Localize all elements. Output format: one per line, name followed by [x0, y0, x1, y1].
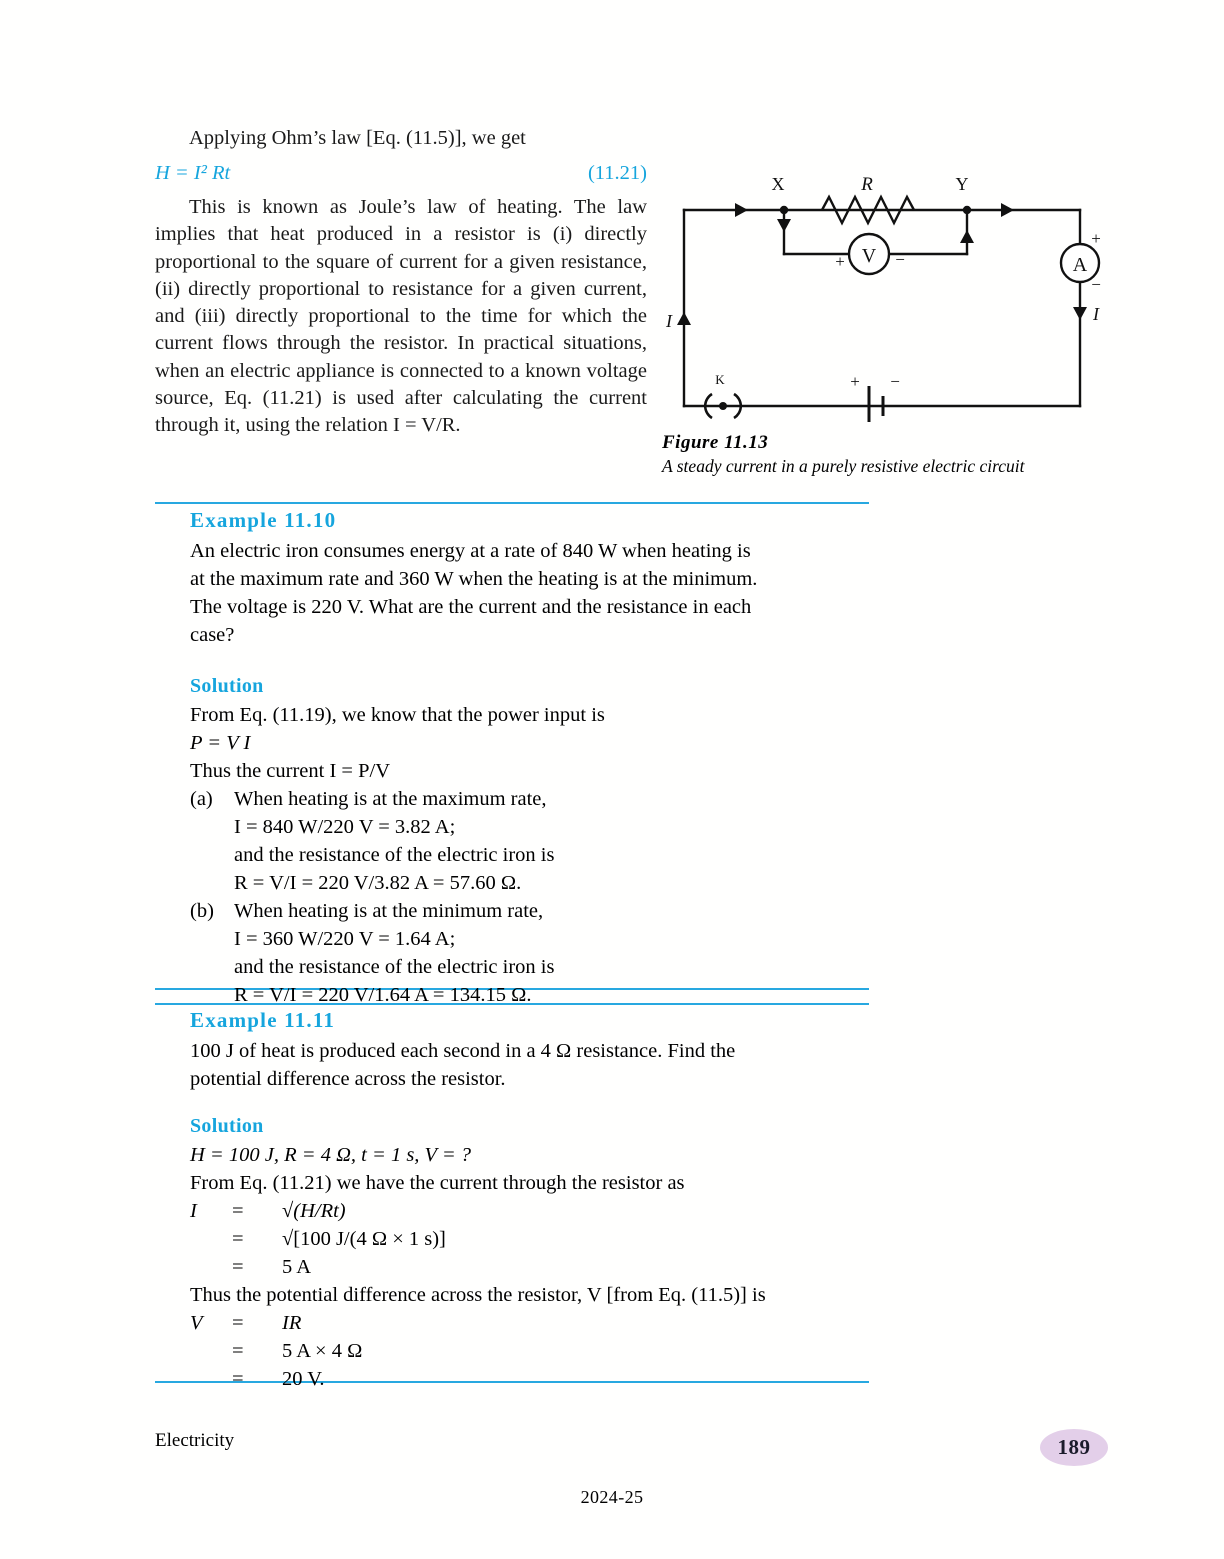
- equation-row: [190, 1225, 890, 1253]
- question-line: The voltage is 220 V. What are the current and the resistance in each: [190, 596, 752, 618]
- example-11-11-heading: Example 11.11: [190, 1008, 336, 1032]
- battery-minus: −: [890, 372, 900, 391]
- example-11-10-solution: [190, 675, 880, 1009]
- step-a-line: R = V/I = 220 V/3.82 A = 57.60 Ω.: [234, 872, 522, 894]
- solution-line: P = V I: [190, 732, 251, 754]
- step-b-line: I = 360 W/220 V = 1.64 A;: [234, 928, 456, 950]
- current-label-right: I: [1093, 304, 1099, 324]
- footer-chapter-name: Electricity: [155, 1430, 235, 1451]
- question-line: case?: [190, 624, 235, 646]
- equation-row: [190, 1197, 890, 1225]
- step-b-title: When heating is at the minimum rate,: [234, 900, 544, 922]
- equation-var: [190, 1225, 232, 1253]
- equation-op: =: [232, 1340, 244, 1362]
- solution-line: From Eq. (11.19), we know that the power input is: [190, 704, 605, 726]
- step-a-label: (a): [190, 788, 213, 810]
- battery-plus: +: [850, 372, 860, 391]
- equation-expr: 20 V.: [282, 1368, 325, 1390]
- given-line: H = 100 J, R = 4 Ω, t = 1 s, V = ?: [190, 1144, 472, 1166]
- example-11-11-question: [190, 1037, 890, 1093]
- ammeter-minus: −: [1091, 275, 1101, 294]
- equation-op: =: [232, 1228, 244, 1250]
- step-a-title: When heating is at the maximum rate,: [234, 788, 547, 810]
- equation-op: =: [232, 1200, 244, 1222]
- voltmeter-label: V: [861, 245, 877, 267]
- solution-heading: Solution: [190, 675, 264, 697]
- node-x-label: X: [771, 174, 785, 194]
- example-11-10-block: [190, 508, 880, 1009]
- solution-step-b: [190, 897, 880, 1009]
- equation-var: I: [190, 1200, 197, 1222]
- voltmeter-minus: −: [895, 250, 905, 269]
- current-arrow-right: [1073, 307, 1087, 320]
- ammeter-plus: +: [1091, 229, 1101, 248]
- rule-top-example-1110: [155, 502, 869, 504]
- battery-symbol: [869, 386, 883, 422]
- step-a-line: I = 840 W/220 V = 3.82 A;: [234, 816, 456, 838]
- equation-row: [190, 1365, 890, 1393]
- step-a-title-row: [190, 785, 880, 813]
- footer-year: 2024-25: [580, 1487, 644, 1507]
- question-line: 100 J of heat is produced each second in a 4 Ω resistance. Find the: [190, 1040, 736, 1062]
- equation-op: =: [232, 1368, 244, 1390]
- potential-difference-line: Thus the potential difference across the resistor, V [from Eq. (11.5)] is: [190, 1284, 766, 1306]
- equation-op: =: [232, 1256, 244, 1278]
- voltmeter-plus: +: [835, 252, 845, 271]
- equation-var: [190, 1253, 232, 1281]
- solution-intro: [190, 701, 880, 785]
- equation-var: [190, 1337, 232, 1365]
- current-arrow-top-right: [1001, 203, 1014, 217]
- example-11-10-question: [190, 537, 875, 649]
- step-a-line: and the resistance of the electric iron is: [234, 844, 555, 866]
- ammeter-label: A: [1072, 254, 1088, 276]
- current-arrow-voltmeter-left: [777, 219, 791, 232]
- voltage-equation-group: [190, 1309, 890, 1393]
- equation-expr: IR: [282, 1312, 302, 1334]
- intro-body-paragraph: This is known as Joule’s law of heating. The law implies that heat produced in a resistor is (i) directly proportional to the square of current for a given resistance, (ii) directly proportional to resistance for a given current, and (iii) directly proportional to the time for which the current flows through the resistor. In practical situations, when an electric appliance is connected to a known voltage source, Eq. (11.21) is used after calculating the current through it, using the relation I = V/R.: [155, 196, 647, 437]
- solution-line: Thus the current I = P/V: [190, 760, 391, 782]
- equation-11-21: H = I² Rt: [155, 162, 231, 184]
- equation-row: [190, 1253, 890, 1281]
- resistor-label: R: [861, 174, 873, 195]
- current-label-left: I: [666, 311, 672, 331]
- key-label: K: [715, 372, 725, 387]
- page-number-badge: 189: [1040, 1429, 1108, 1466]
- equation-expr: √(H/Rt): [282, 1200, 346, 1222]
- current-equation-group: [190, 1197, 890, 1281]
- intro-column: [155, 125, 647, 440]
- equation-row: [190, 1309, 890, 1337]
- current-arrow-voltmeter-right: [960, 230, 974, 243]
- equation-expr: 5 A × 4 Ω: [282, 1340, 363, 1362]
- node-y-label: Y: [955, 174, 969, 194]
- equation-number-11-21: (11.21): [587, 162, 647, 184]
- step-b-label: (b): [190, 900, 214, 922]
- question-line: An electric iron consumes energy at a rate of 840 W when heating is: [190, 540, 751, 562]
- equation-11-21-row: [155, 162, 647, 190]
- current-arrow-left: [677, 312, 691, 325]
- question-line: at the maximum rate and 360 W when the heating is at the minimum.: [190, 568, 758, 590]
- step-b-line: and the resistance of the electric iron is: [234, 956, 555, 978]
- equation-op: =: [232, 1312, 244, 1334]
- solution-step-a: [190, 785, 880, 897]
- solution-heading: Solution: [190, 1115, 264, 1137]
- equation-expr: √[100 J/(4 Ω × 1 s)]: [282, 1228, 446, 1250]
- figure-caption-title: Figure 11.13: [662, 432, 769, 453]
- example-11-11-solution: [190, 1115, 890, 1393]
- equation-row: [190, 1337, 890, 1365]
- equation-var: [190, 1365, 232, 1393]
- figure-caption-text: A steady current in a purely resistive electric circuit: [662, 456, 1025, 476]
- figure-11-13: [662, 172, 1110, 477]
- current-intro-line: From Eq. (11.21) we have the current through the resistor as: [190, 1172, 685, 1194]
- equation-expr: 5 A: [282, 1256, 312, 1278]
- step-b-title-row: [190, 897, 880, 925]
- current-arrow-top-left: [735, 203, 748, 217]
- step-b-line: R = V/I = 220 V/1.64 A = 134.15 Ω.: [234, 984, 532, 1006]
- equation-var: V: [190, 1312, 203, 1334]
- example-11-11-block: [190, 1008, 890, 1393]
- question-line: potential difference across the resistor.: [190, 1068, 506, 1090]
- example-11-10-heading: Example 11.10: [190, 508, 337, 532]
- lead-line: Applying Ohm’s law [Eq. (11.5)], we get: [189, 127, 526, 149]
- circuit-diagram: [662, 172, 1102, 422]
